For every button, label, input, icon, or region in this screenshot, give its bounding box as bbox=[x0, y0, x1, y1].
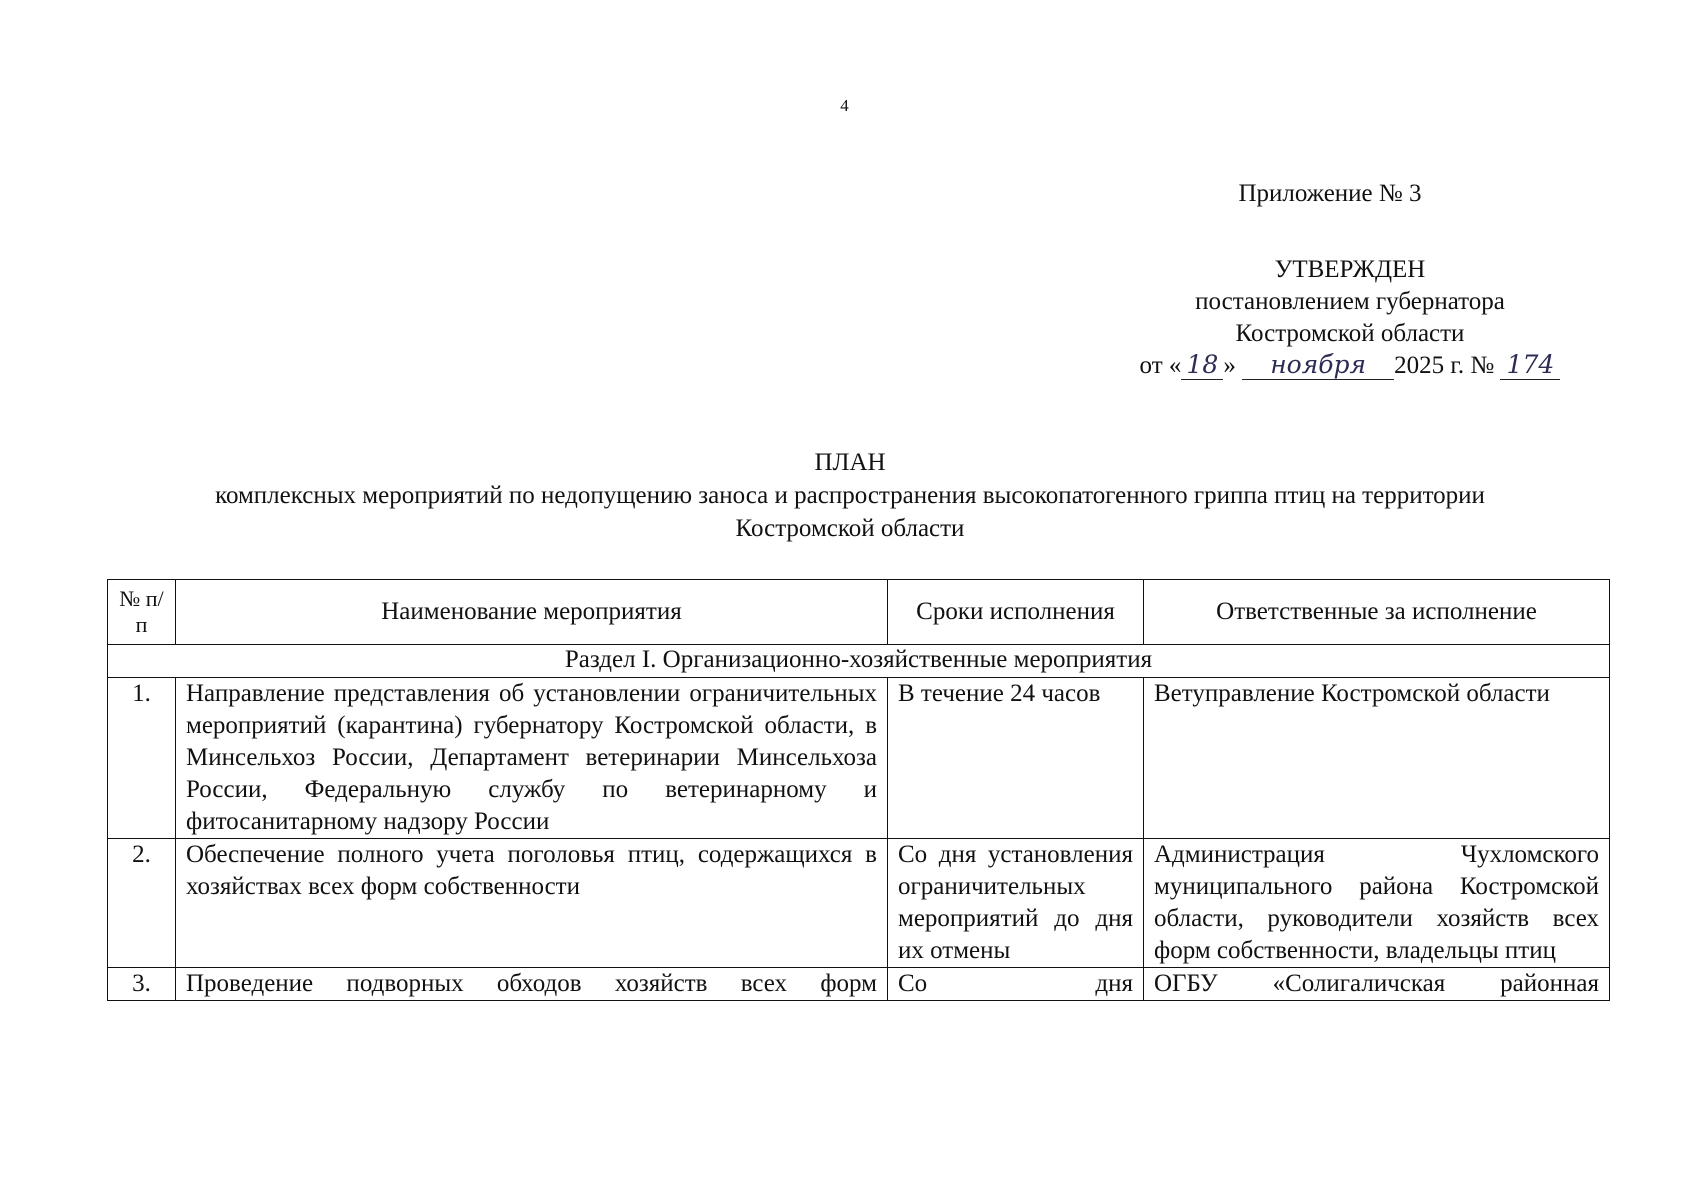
page-number: 4 bbox=[840, 96, 849, 115]
handwritten-day: 18 bbox=[1181, 351, 1223, 380]
approval-line-2: Костромской области bbox=[1235, 320, 1465, 347]
handwritten-month: ноября bbox=[1242, 351, 1394, 380]
plan-subtitle-line-2: Костромской области bbox=[735, 515, 965, 542]
date-prefix: от « bbox=[1139, 352, 1182, 379]
row-activity: Проведение подворных обходов хозяйств всех форм bbox=[176, 968, 888, 1001]
header-responsible: Ответственные за исполнение bbox=[1144, 580, 1610, 645]
row-term: В течение 24 часов bbox=[888, 678, 1144, 839]
section-title: Раздел I. Организационно-хозяйственные мероприятия bbox=[108, 645, 1610, 678]
table-row bbox=[108, 678, 1610, 839]
plan-subtitle-line-1: комплексных мероприятий по недопущению заноса и распространения высокопатогенного гриппа птиц на территории bbox=[215, 482, 1485, 509]
section-row bbox=[108, 645, 1610, 678]
table-header-row bbox=[108, 580, 1610, 645]
table-row bbox=[108, 968, 1610, 1001]
approved-label: УТВЕРЖДЕН bbox=[1274, 256, 1426, 283]
approval-block bbox=[1100, 254, 1600, 382]
row-activity: Обеспечение полного учета поголовья птиц, содержащихся в хозяйствах всех форм собственности bbox=[176, 839, 888, 968]
table-row bbox=[108, 839, 1610, 968]
row-activity: Направление представления об установлении ограничительных мероприятий (карантина) губернатору Костромской области, в Минсельхоз России, Департамент ветеринарии Минсельхоза России, Федеральную службу по ветеринарному и фитосанитарному надзору России bbox=[176, 678, 888, 839]
approval-line-1: постановлением губернатора bbox=[1195, 288, 1505, 315]
plan-title: ПЛАН bbox=[814, 449, 886, 476]
row-term: Со дня bbox=[888, 968, 1144, 1001]
plan-heading bbox=[100, 446, 1600, 545]
row-responsible: Ветуправление Костромской области bbox=[1144, 678, 1610, 839]
appendix-label: Приложение № 3 bbox=[1238, 180, 1422, 207]
plan-table bbox=[107, 579, 1610, 1001]
date-mid: » bbox=[1223, 352, 1236, 379]
handwritten-number: 174 bbox=[1500, 351, 1560, 380]
date-year: 2025 г. № bbox=[1394, 352, 1495, 379]
header-name: Наименование мероприятия bbox=[176, 580, 888, 645]
row-number: 2. bbox=[108, 839, 176, 968]
approval-date-line bbox=[1100, 350, 1600, 382]
row-term: Со дня установления ограничительных мероприятий до дня их отмены bbox=[888, 839, 1144, 968]
row-responsible: Администрация Чухломского муниципального района Костромской области, руководители хозяйств всех форм собственности, владельцы птиц bbox=[1144, 839, 1610, 968]
row-number: 3. bbox=[108, 968, 176, 1001]
header-term: Сроки исполнения bbox=[888, 580, 1144, 645]
row-responsible: ОГБУ «Солигаличская районная bbox=[1144, 968, 1610, 1001]
row-number: 1. bbox=[108, 678, 176, 839]
header-num: № п/п bbox=[108, 580, 176, 645]
